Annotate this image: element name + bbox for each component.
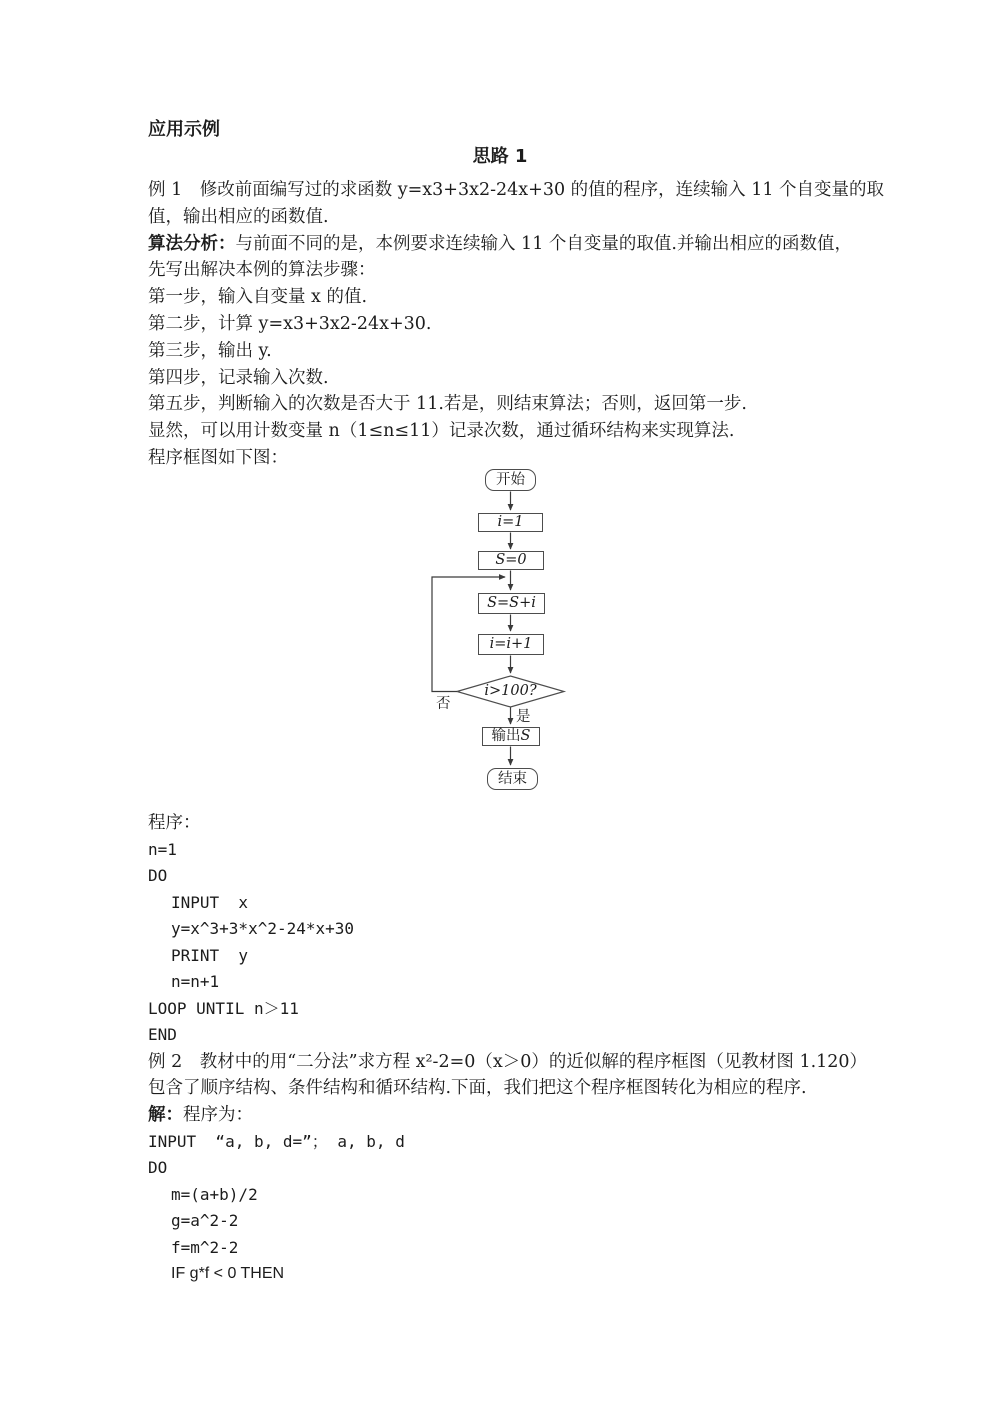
step-line-3: 第三步，输出 y. bbox=[148, 340, 272, 361]
example1-statement-line2: 值，输出相应的函数值. bbox=[148, 206, 329, 227]
output-node-prefix: 输出 bbox=[491, 728, 521, 745]
branch-yes-label: 是 bbox=[516, 709, 531, 725]
start-node: 开始 bbox=[485, 469, 536, 491]
example1-section bbox=[148, 177, 885, 472]
solution-line bbox=[148, 1102, 868, 1129]
algorithm-analysis-line2: 先写出解决本例的算法步骤： bbox=[148, 260, 376, 281]
program2-line-f: f=m^2-2 bbox=[171, 1237, 239, 1257]
program1-line-n1: n=1 bbox=[148, 839, 177, 859]
step-line-2: 第二步，计算 y=x3+3x2-24x+30. bbox=[148, 313, 432, 334]
example2-statement-line1: 例 2 教材中的用“二分法”求方程 x²-2=0（x＞0）的近似解的程序框图（见教材图 1.120） bbox=[148, 1051, 868, 1072]
step-line-5: 第五步，判断输入的次数是否大于 11.若是，则结束算法；否则，返回第一步. bbox=[148, 394, 747, 415]
program2-line-do: DO bbox=[148, 1158, 168, 1178]
solution-text: 程序为： bbox=[183, 1105, 253, 1126]
program1-line-print: PRINT y bbox=[171, 945, 249, 965]
init-i-node: i=1 bbox=[478, 513, 543, 532]
program1-label: 程序： bbox=[148, 813, 201, 833]
program2-line-if: IF g*f < 0 THEN bbox=[171, 1265, 285, 1283]
solution-label: 解： bbox=[148, 1105, 183, 1126]
accumulate-node: S=S+i bbox=[478, 593, 545, 614]
subtitle: 思路 1 bbox=[472, 146, 528, 167]
algorithm-analysis-text: 与前面不同的是，本例要求连续输入 11 个自变量的取值.并输出相应的函数值， bbox=[235, 233, 852, 254]
program2-line-g: g=a^2-2 bbox=[171, 1211, 239, 1231]
program1-line-nn1: n=n+1 bbox=[171, 972, 220, 992]
program1-line-do: DO bbox=[148, 866, 168, 886]
output-node bbox=[482, 727, 540, 746]
program-section bbox=[148, 810, 868, 1288]
step-line-1: 第一步，输入自变量 x 的值. bbox=[148, 287, 368, 308]
increment-node: i=i+1 bbox=[478, 634, 544, 655]
end-node: 结束 bbox=[487, 768, 538, 790]
algorithm-analysis-label: 算法分析： bbox=[148, 233, 236, 254]
init-s-node: S=0 bbox=[478, 551, 544, 570]
step-line-4: 第四步，记录输入次数. bbox=[148, 367, 329, 388]
figure-caption: 程序框图如下图： bbox=[148, 447, 288, 468]
page-title: 应用示例 bbox=[148, 119, 220, 140]
example1-statement-line1: 例 1 修改前面编写过的求函数 y=x3+3x2-24x+30 的值的程序，连续输入 11 个自变量的取 bbox=[148, 180, 885, 200]
program1-line-y: y=x^3+3*x^2-24*x+30 bbox=[171, 919, 355, 939]
output-node-var: S bbox=[520, 728, 531, 745]
branch-no-label: 否 bbox=[436, 696, 451, 712]
program1-line-input: INPUT x bbox=[171, 892, 249, 912]
algorithm-analysis-line1 bbox=[148, 231, 868, 258]
flowchart bbox=[380, 465, 640, 800]
program1-line-end: END bbox=[148, 1025, 177, 1045]
note-line: 显然，可以用计数变量 n（1≤n≤11）记录次数，通过循环结构来实现算法. bbox=[148, 421, 735, 442]
condition-label: i>100? bbox=[484, 683, 537, 700]
example2-statement-line2: 包含了顺序结构、条件结构和循环结构.下面，我们把这个程序框图转化为相应的程序. bbox=[148, 1078, 807, 1099]
program2-line-input: INPUT “a, b, d=”； a, b, d bbox=[148, 1131, 405, 1151]
program2-line-m: m=(a+b)/2 bbox=[171, 1184, 258, 1204]
program1-line-loop: LOOP UNTIL n＞11 bbox=[148, 998, 299, 1018]
